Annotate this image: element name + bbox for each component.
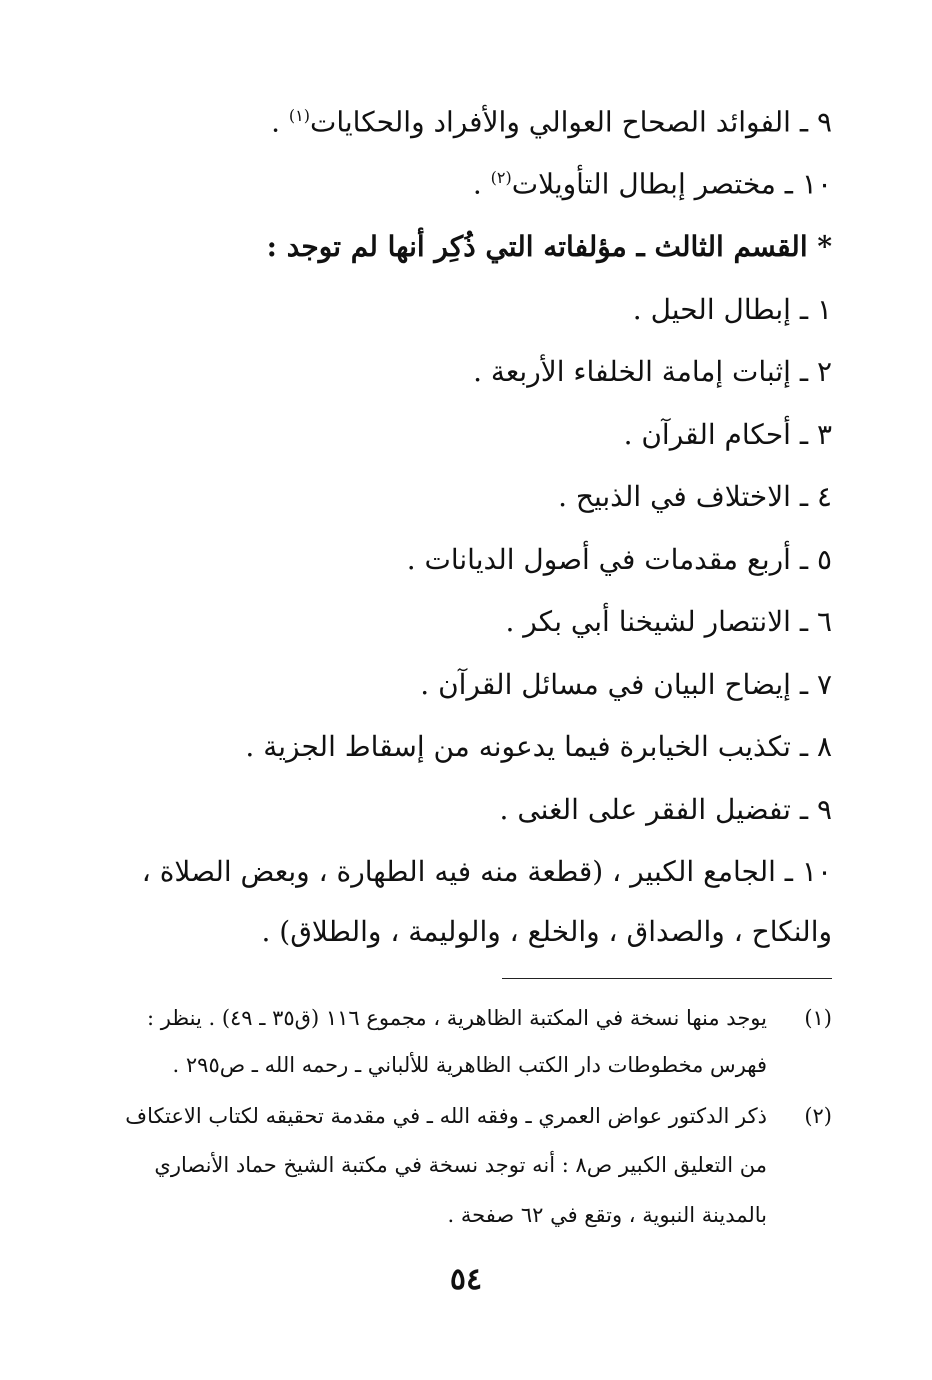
footnote-line: فهرس مخطوطات دار الكتب الظاهرية للألباني ـ رحمه الله ـ ص٢٩٥ .: [172, 1053, 767, 1077]
list-item-text: ٩ ـ الفوائد الصحاح العوالي والأفراد والحكايات: [310, 105, 832, 139]
list-item: [472, 167, 832, 201]
footnote-separator: [502, 978, 832, 979]
list-item: ٨ ـ تكذيب الخيابرة فيما يدعونه من إسقاط الجزية .: [245, 730, 832, 763]
list-item: ١ ـ إبطال الحيل .: [632, 293, 832, 326]
page-number: ٥٤: [449, 1262, 483, 1297]
footnote-line: ذكر الدكتور عواض العمري ـ وفقه الله ـ في مقدمة تحقيقه لكتاب الاعتكاف: [125, 1104, 767, 1128]
footnote-line: بالمدينة النبوية ، وتقع في ٦٢ صفحة .: [447, 1203, 767, 1227]
list-item-10-line-2: والنكاح ، والصداق ، والخلع ، والوليمة ، والطلاق) .: [261, 915, 832, 948]
list-item: ٦ ـ الانتصار لشيخنا أبي بكر .: [505, 605, 832, 638]
list-item: ٢ ـ إثبات إمامة الخلفاء الأربعة .: [473, 355, 832, 388]
footnote-ref: (١): [288, 106, 310, 125]
list-item: [271, 105, 832, 139]
footnote-ref: (٢): [490, 168, 512, 187]
list-item-10-line-1: ١٠ ـ الجامع الكبير ، (قطعة منه فيه الطهارة ، وبعض الصلاة ،: [141, 855, 832, 888]
list-item: ٧ ـ إيضاح البيان في مسائل القرآن .: [420, 668, 832, 701]
footnote-number: (١): [804, 1006, 832, 1030]
footnote-number: (٢): [804, 1104, 832, 1128]
list-item-text: ١٠ ـ مختصر إبطال التأويلات: [511, 167, 832, 201]
list-item-end: .: [271, 105, 289, 139]
list-item: ٣ ـ أحكام القرآن .: [623, 418, 832, 451]
footnote-line: من التعليق الكبير ص٨ : أنه توجد نسخة في مكتبة الشيخ حماد الأنصاري: [154, 1153, 767, 1177]
footnote-line: يوجد منها نسخة في المكتبة الظاهرية ، مجموع ١١٦ (ق٣٥ ـ ٤٩) . ينظر :: [147, 1006, 767, 1030]
list-item: ٥ ـ أربع مقدمات في أصول الديانات .: [406, 543, 832, 576]
list-item: ٤ ـ الاختلاف في الذبيح .: [558, 480, 832, 513]
list-item-end: .: [472, 167, 491, 201]
section-heading: * القسم الثالث ـ مؤلفاته التي ذُكِر أنها لم توجد :: [266, 230, 832, 263]
list-item: ٩ ـ تفضيل الفقر على الغنى .: [499, 793, 832, 826]
